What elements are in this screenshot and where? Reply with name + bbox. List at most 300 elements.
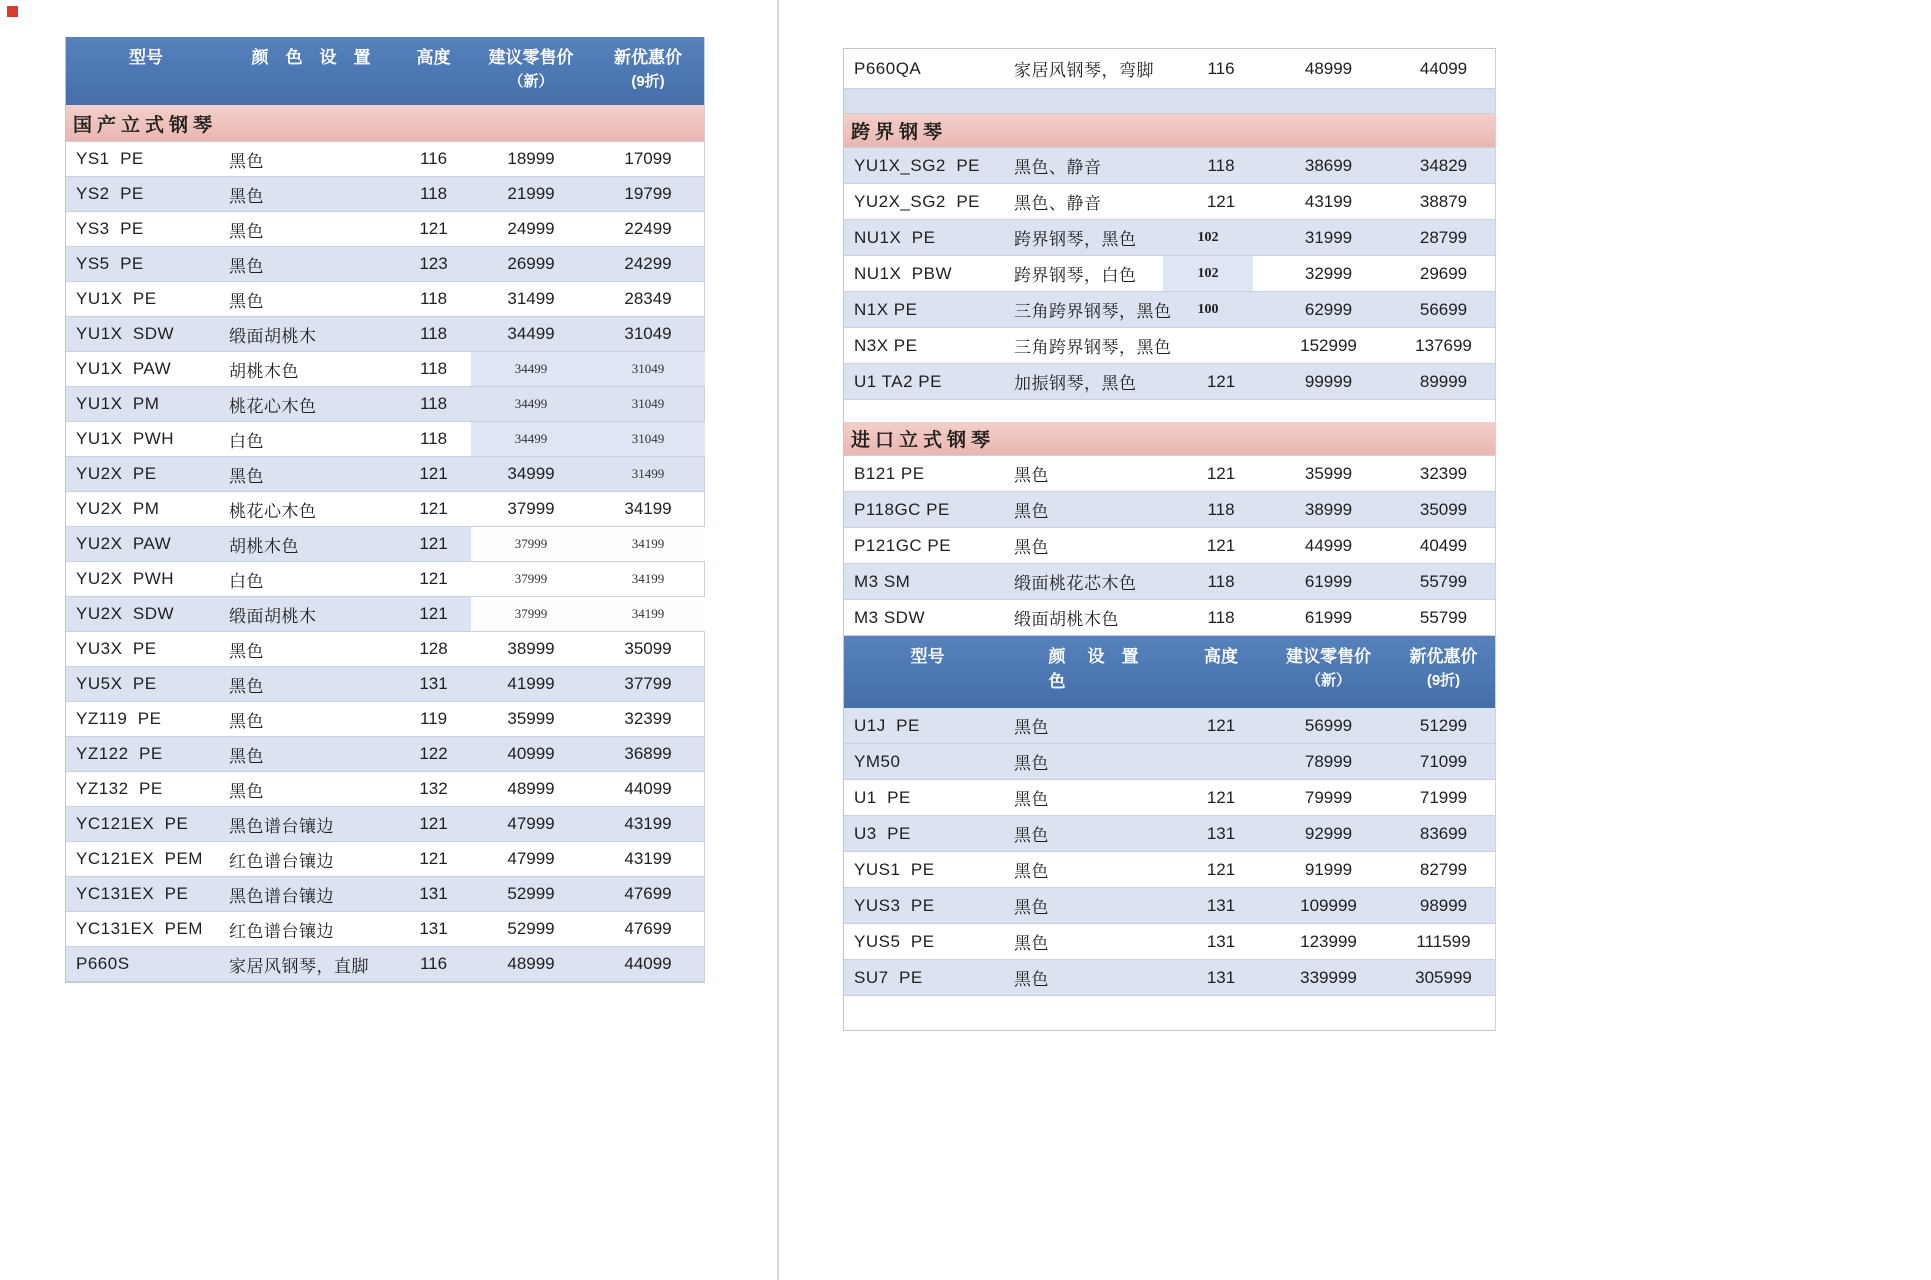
cell-height: 121: [1206, 715, 1236, 735]
cell-discount-price: 31499: [631, 466, 665, 481]
cell-height: 102: [1197, 229, 1219, 245]
cell-model: M3 SM: [854, 571, 911, 591]
cell-retail-price: 78999: [1304, 751, 1353, 771]
section-domestic-upright: 国产立式钢琴: [66, 105, 704, 142]
cell-retail-price: 48999: [1304, 58, 1353, 78]
cell-retail-price: 37999: [507, 499, 555, 518]
table-row: [66, 247, 704, 282]
cell-retail-price: 123999: [1300, 931, 1357, 951]
cell-discount-price: 55799: [1419, 571, 1468, 591]
cell-model: YZ119 PE: [76, 709, 162, 728]
col-header-retail-line1: 建议零售价: [1286, 647, 1371, 666]
cell-height: 116: [419, 149, 448, 168]
cell-discount-price: 44099: [624, 779, 672, 798]
cell-discount-price: 82799: [1419, 859, 1468, 879]
right-table-rows: [844, 49, 1495, 1030]
cell-color-setting: 黑色谱台镶边: [229, 886, 334, 906]
cell-color-setting: 黑色: [1014, 934, 1049, 953]
cell-color-setting: 黑色: [1014, 790, 1049, 809]
cell-discount-price: 31049: [591, 422, 705, 456]
cell-height: 121: [1206, 787, 1236, 807]
cell-discount-price: 28349: [624, 289, 672, 308]
cell-color-setting: 三角跨界钢琴，黑色: [1014, 338, 1172, 357]
cell-retail-price: 99999: [1304, 371, 1353, 391]
cell-height: 121: [419, 849, 448, 868]
cell-color-setting: 黑色: [1014, 466, 1049, 485]
table-header-repeat: [844, 636, 1495, 708]
cell-model: YU1X SDW: [76, 324, 175, 343]
cell-color-setting: 三角跨界钢琴，黑色: [1014, 302, 1172, 321]
cell-retail-price: 48999: [507, 954, 555, 973]
cell-model: YS1 PE: [76, 149, 144, 168]
cell-discount-price: 137699: [1415, 335, 1472, 355]
cell-model: YC121EX PE: [76, 814, 189, 833]
table-row: [66, 737, 704, 772]
cell-model: N1X PE: [854, 299, 918, 319]
cell-retail-price: 47999: [507, 814, 555, 833]
section-row: 跨界钢琴: [844, 114, 1495, 148]
cell-height: 131: [1206, 931, 1236, 951]
cell-discount-price: 37799: [624, 674, 672, 693]
spacer-end: [844, 996, 1495, 1030]
cell-model: YU2X PM: [76, 499, 160, 518]
table-row: [66, 807, 704, 842]
cell-retail-price: 31999: [1304, 227, 1353, 247]
cell-model: YS5 PE: [76, 254, 144, 273]
cell-discount-price: 71099: [1419, 751, 1468, 771]
cell-height: 121: [419, 814, 448, 833]
col-header-height: 高度: [416, 48, 451, 67]
cell-discount-price: 98999: [1419, 895, 1468, 915]
cell-discount-price: 55799: [1419, 607, 1468, 627]
cell-discount-price: 19799: [624, 184, 672, 203]
cell-discount-price: 44099: [624, 954, 672, 973]
cell-discount-price: 22499: [624, 219, 672, 238]
cell-color-setting: 跨界钢琴，白色: [1014, 266, 1137, 285]
col-header-retail-line1: 建议零售价: [488, 48, 574, 67]
cell-height: 118: [419, 394, 448, 413]
cell-retail-price: 34499: [471, 422, 591, 456]
cell-model: NU1X PBW: [854, 263, 953, 283]
cell-color-setting: 黑色: [229, 746, 264, 766]
cell-retail-price: 26999: [507, 254, 555, 273]
cell-color-setting: 黑色、静音: [1014, 158, 1102, 177]
table-row: [844, 220, 1495, 256]
cell-height: 121: [419, 534, 448, 553]
cell-discount-price: 34829: [1419, 155, 1468, 175]
cell-model: U1J PE: [854, 715, 920, 735]
table-row: [844, 292, 1495, 328]
table-row: [66, 527, 704, 562]
cell-discount-price: 28799: [1419, 227, 1468, 247]
cell-retail-price: 43199: [1304, 191, 1353, 211]
cell-height: 122: [419, 744, 448, 763]
cell-height: [1176, 744, 1266, 779]
cell-discount-price: 34199: [591, 527, 705, 561]
cell-model: YC131EX PE: [76, 884, 189, 903]
col-header-discount-line1: 新优惠价: [614, 48, 682, 67]
table-row: [66, 877, 704, 912]
cell-retail-price: 21999: [507, 184, 555, 203]
cell-retail-price: 79999: [1304, 787, 1353, 807]
cell-retail-price: 31499: [507, 289, 555, 308]
cell-model: U1 TA2 PE: [854, 371, 942, 391]
cell-discount-price: 47699: [624, 919, 672, 938]
cell-discount-price: 83699: [1419, 823, 1468, 843]
table-row: [844, 528, 1495, 564]
cell-discount-price: 34199: [631, 571, 665, 586]
cell-discount-price: 38879: [1419, 191, 1468, 211]
cell-retail-price: 52999: [507, 884, 555, 903]
cell-model: P660QA: [854, 58, 922, 78]
col-header-model: 型号: [910, 647, 945, 666]
col-header-discount-line2: (9折): [1426, 671, 1461, 689]
table-row: [844, 600, 1495, 636]
cell-model: YUS5 PE: [854, 931, 935, 951]
cell-model: YU2X PWH: [76, 569, 175, 588]
col-header-discount-line1: 新优惠价: [1409, 647, 1478, 666]
cell-color-setting: 白色: [229, 571, 264, 591]
table-header: [66, 37, 704, 105]
cell-model: M3 SDW: [854, 607, 925, 627]
cell-color-setting: 黑色: [229, 711, 264, 731]
cell-height: 118: [419, 184, 448, 203]
cell-height: 121: [1206, 371, 1236, 391]
cell-model: YU2X PE: [76, 464, 157, 483]
cell-height: 132: [419, 779, 448, 798]
cell-color-setting: 黑色: [1014, 502, 1049, 521]
cell-height: 118: [1207, 571, 1235, 591]
cell-color-setting: 黑色: [1014, 754, 1049, 773]
table-row: [844, 456, 1495, 492]
cell-retail-price: 35999: [507, 709, 555, 728]
cell-discount-price: 111599: [1416, 931, 1471, 951]
cell-height: 121: [1206, 859, 1236, 879]
table-row: [66, 947, 704, 982]
col-header-retail-line2: （新）: [508, 72, 554, 90]
cell-height: 121: [419, 569, 448, 588]
table-row: [66, 142, 704, 177]
cell-retail-price: 56999: [1304, 715, 1353, 735]
red-corner-mark: [7, 6, 18, 17]
cell-color-setting: 黑色: [229, 186, 264, 206]
spacer-tint: [844, 89, 1495, 114]
table-row: [844, 49, 1495, 89]
cell-model: YUS1 PE: [854, 859, 935, 879]
cell-color-setting: 胡桃木色: [229, 361, 299, 381]
cell-retail-price: 37999: [514, 571, 548, 586]
cell-retail-price: 38999: [507, 639, 555, 658]
cell-height: 118: [1207, 155, 1235, 175]
cell-color-setting: 黑色谱台镶边: [229, 816, 334, 836]
cell-color-setting: 黑色: [229, 781, 264, 801]
cell-color-setting: 缎面胡桃木色: [1014, 610, 1119, 629]
cell-discount-price: 34199: [591, 597, 705, 631]
cell-model: P118GC PE: [854, 499, 950, 519]
cell-height: 121: [419, 464, 448, 483]
cell-model: YU1X_SG2 PE: [854, 155, 981, 175]
cell-model: N3X PE: [854, 335, 918, 355]
cell-color-setting: 黑色: [1014, 718, 1049, 737]
table-row: [66, 492, 704, 527]
cell-discount-price: 31049: [624, 324, 672, 343]
table-row: [844, 780, 1495, 816]
cell-height: 131: [419, 919, 448, 938]
cell-model: YS2 PE: [76, 184, 144, 203]
cell-color-setting: 缎面胡桃木: [229, 606, 317, 626]
cell-model: YC131EX PEM: [76, 919, 203, 938]
cell-height: 121: [419, 499, 448, 518]
cell-retail-price: 41999: [507, 674, 555, 693]
table-row: [66, 842, 704, 877]
table-row: [844, 708, 1495, 744]
col-header-discount: [1391, 636, 1496, 708]
cell-retail-price: 62999: [1304, 299, 1353, 319]
cell-height: 121: [419, 219, 448, 238]
cell-model: YU1X PWH: [76, 429, 175, 448]
cell-height: 118: [419, 289, 448, 308]
table-row: [66, 387, 704, 422]
cell-color-setting: 黑色: [229, 151, 264, 171]
cell-color-setting: 白色: [229, 431, 264, 451]
cell-model: P660S: [76, 954, 130, 973]
table-row: [844, 960, 1495, 996]
cell-model: YZ132 PE: [76, 779, 163, 798]
cell-color-setting: 家居风钢琴，直脚: [229, 956, 369, 976]
cell-retail-price: 61999: [1304, 607, 1353, 627]
cell-color-setting: 黑色: [1014, 538, 1049, 557]
table-row: [844, 852, 1495, 888]
cell-height: 121: [1206, 535, 1236, 555]
cell-retail-price: 34499: [507, 324, 555, 343]
cell-height: [1176, 328, 1266, 363]
cell-discount-price: 43199: [624, 814, 672, 833]
col-header-retail-line2: （新）: [1305, 671, 1351, 689]
cell-discount-price: 40499: [1419, 535, 1468, 555]
cell-color-setting: 家居风钢琴，弯脚: [1014, 61, 1154, 80]
cell-height: 131: [1206, 967, 1236, 987]
cell-retail-price: 32999: [1304, 263, 1353, 283]
cell-color-setting: 红色谱台镶边: [229, 921, 334, 941]
cell-color-setting: 黑色: [229, 221, 264, 241]
cell-height: 121: [419, 604, 448, 623]
table-row: [66, 632, 704, 667]
cell-color-setting: 加振钢琴，黑色: [1014, 374, 1137, 393]
cell-color-setting: 黑色: [1014, 862, 1049, 881]
cell-color-setting: 胡桃木色: [229, 536, 299, 556]
cell-retail-price: 61999: [1304, 571, 1353, 591]
cell-retail-price: 152999: [1300, 335, 1357, 355]
cell-color-setting: 缎面胡桃木: [229, 326, 317, 346]
cell-retail-price: 18999: [507, 149, 555, 168]
cell-retail-price: 38699: [1304, 155, 1353, 175]
table-row: [66, 212, 704, 247]
table-row: [66, 352, 704, 387]
col-header-model: 型号: [129, 48, 163, 67]
cell-retail-price: 48999: [507, 779, 555, 798]
section-row: 进口立式钢琴: [844, 422, 1495, 456]
cell-retail-price: 92999: [1304, 823, 1353, 843]
cell-retail-price: 339999: [1300, 967, 1357, 987]
col-header-discount: [591, 37, 705, 105]
cell-height: 118: [419, 359, 448, 378]
cell-height: 121: [1206, 463, 1236, 483]
cell-retail-price: 37999: [471, 597, 591, 631]
cell-discount-price: 71999: [1419, 787, 1468, 807]
page-divider: [777, 0, 779, 1280]
cell-height: 121: [1206, 191, 1236, 211]
table-row: [66, 597, 704, 632]
cell-color-setting: 黑色: [229, 676, 264, 696]
table-row: [66, 422, 704, 457]
table-row: [66, 177, 704, 212]
cell-retail-price: 38999: [1304, 499, 1353, 519]
cell-discount-price: 17099: [624, 149, 672, 168]
col-header-color-char1: 颜: [1048, 647, 1066, 666]
cell-discount-price: 24299: [624, 254, 672, 273]
cell-color-setting: 黑色: [1014, 970, 1049, 989]
cell-discount-price: 47699: [624, 884, 672, 903]
cell-model: YU2X PAW: [76, 534, 172, 553]
cell-retail-price: 47999: [507, 849, 555, 868]
cell-color-setting: 黑色: [1014, 898, 1049, 917]
cell-height: 116: [419, 954, 448, 973]
cell-model: YS3 PE: [76, 219, 144, 238]
cell-color-setting: 黑色: [1014, 826, 1049, 845]
cell-model: YM50: [854, 751, 901, 771]
col-header-setting: 设 置: [1087, 647, 1139, 666]
spacer-white: [844, 400, 1495, 422]
cell-color-setting: 黑色: [229, 256, 264, 276]
cell-discount-price: 36899: [624, 744, 672, 763]
cell-discount-price: 43199: [624, 849, 672, 868]
table-row: [844, 924, 1495, 960]
cell-retail-price: 35999: [1304, 463, 1353, 483]
cell-model: B121 PE: [854, 463, 925, 483]
cell-height: 131: [1206, 895, 1236, 915]
table-row: [66, 317, 704, 352]
cell-model: YU5X PE: [76, 674, 157, 693]
cell-model: YU3X PE: [76, 639, 157, 658]
cell-discount-price: 56699: [1419, 299, 1468, 319]
cell-retail-price: 34499: [471, 352, 591, 386]
cell-color-setting: 红色谱台镶边: [229, 851, 334, 871]
table-row: [66, 282, 704, 317]
col-header-discount-line2: (9折): [631, 72, 665, 90]
table-row: [66, 667, 704, 702]
cell-color-setting: 黑色: [229, 291, 264, 311]
cell-model: YU1X PAW: [76, 359, 172, 378]
table-row: [844, 364, 1495, 400]
table-row: [844, 744, 1495, 780]
table-row: [844, 148, 1495, 184]
table-row: [66, 912, 704, 947]
cell-retail-price: 24999: [507, 219, 555, 238]
col-header-retail: [471, 37, 591, 105]
cell-model: U1 PE: [854, 787, 911, 807]
cell-model: YZ122 PE: [76, 744, 163, 763]
cell-discount-price: 29699: [1419, 263, 1468, 283]
cell-height: 116: [1207, 58, 1235, 78]
cell-model: NU1X PE: [854, 227, 936, 247]
cell-model: YU1X PE: [76, 289, 157, 308]
cell-height: 102: [1163, 256, 1253, 291]
cell-model: YUS3 PE: [854, 895, 935, 915]
cell-retail-price: 91999: [1304, 859, 1353, 879]
cell-discount-price: 31049: [631, 396, 665, 411]
table-row: [844, 184, 1495, 220]
table-row: [66, 702, 704, 737]
cell-height: 119: [419, 709, 448, 728]
table-row: [66, 457, 704, 492]
cell-model: SU7 PE: [854, 967, 923, 987]
cell-height: 128: [419, 639, 448, 658]
cell-discount-price: 89999: [1419, 371, 1468, 391]
cell-model: YU2X SDW: [76, 604, 175, 623]
table-row: [66, 772, 704, 807]
col-header-color-setting: 颜 色 设 置: [251, 48, 371, 67]
cell-model: U3 PE: [854, 823, 911, 843]
cell-height: 131: [419, 884, 448, 903]
right-price-table: [843, 48, 1496, 1031]
col-header-retail: [1266, 636, 1391, 708]
table-row: [66, 562, 704, 597]
cell-model: YU2X_SG2 PE: [854, 191, 981, 211]
col-header-color-char2: 色: [1048, 671, 1066, 691]
cell-discount-price: 44099: [1419, 58, 1468, 78]
cell-height: 118: [419, 429, 448, 448]
cell-color-setting: 缎面桃花芯木色: [1014, 574, 1137, 593]
cell-height: 118: [419, 324, 448, 343]
col-header-color-setting: [1011, 636, 1176, 708]
left-table-rows: [66, 142, 704, 982]
cell-height: 131: [1206, 823, 1236, 843]
cell-color-setting: 黑色: [229, 466, 264, 486]
cell-retail-price: 44999: [1304, 535, 1353, 555]
cell-height: 100: [1197, 301, 1219, 317]
cell-color-setting: 桃花心木色: [229, 396, 317, 416]
cell-discount-price: 31049: [591, 352, 705, 386]
cell-discount-price: 32399: [1419, 463, 1468, 483]
cell-height: 118: [1207, 499, 1235, 519]
cell-model: YC121EX PEM: [76, 849, 203, 868]
cell-height: 131: [419, 674, 448, 693]
table-row: [844, 816, 1495, 852]
cell-height: 118: [1207, 607, 1235, 627]
cell-discount-price: 32399: [624, 709, 672, 728]
table-row: [844, 888, 1495, 924]
cell-color-setting: 黑色、静音: [1014, 194, 1102, 213]
cell-retail-price: 40999: [507, 744, 555, 763]
cell-model: YU1X PM: [76, 394, 160, 413]
cell-model: P121GC PE: [854, 535, 952, 555]
cell-height: 123: [419, 254, 448, 273]
cell-retail-price: 52999: [507, 919, 555, 938]
cell-discount-price: 305999: [1415, 967, 1472, 987]
table-row: [844, 492, 1495, 528]
cell-retail-price: 109999: [1300, 895, 1357, 915]
cell-color-setting: 黑色: [229, 641, 264, 661]
left-price-table: [65, 37, 705, 983]
cell-discount-price: 35099: [1419, 499, 1468, 519]
cell-discount-price: 35099: [624, 639, 672, 658]
cell-retail-price: 34499: [514, 396, 548, 411]
cell-color-setting: 跨界钢琴，黑色: [1014, 230, 1137, 249]
table-row: [844, 256, 1495, 292]
cell-retail-price: 34999: [507, 464, 555, 483]
cell-retail-price: 37999: [471, 527, 591, 561]
cell-discount-price: 51299: [1419, 715, 1468, 735]
